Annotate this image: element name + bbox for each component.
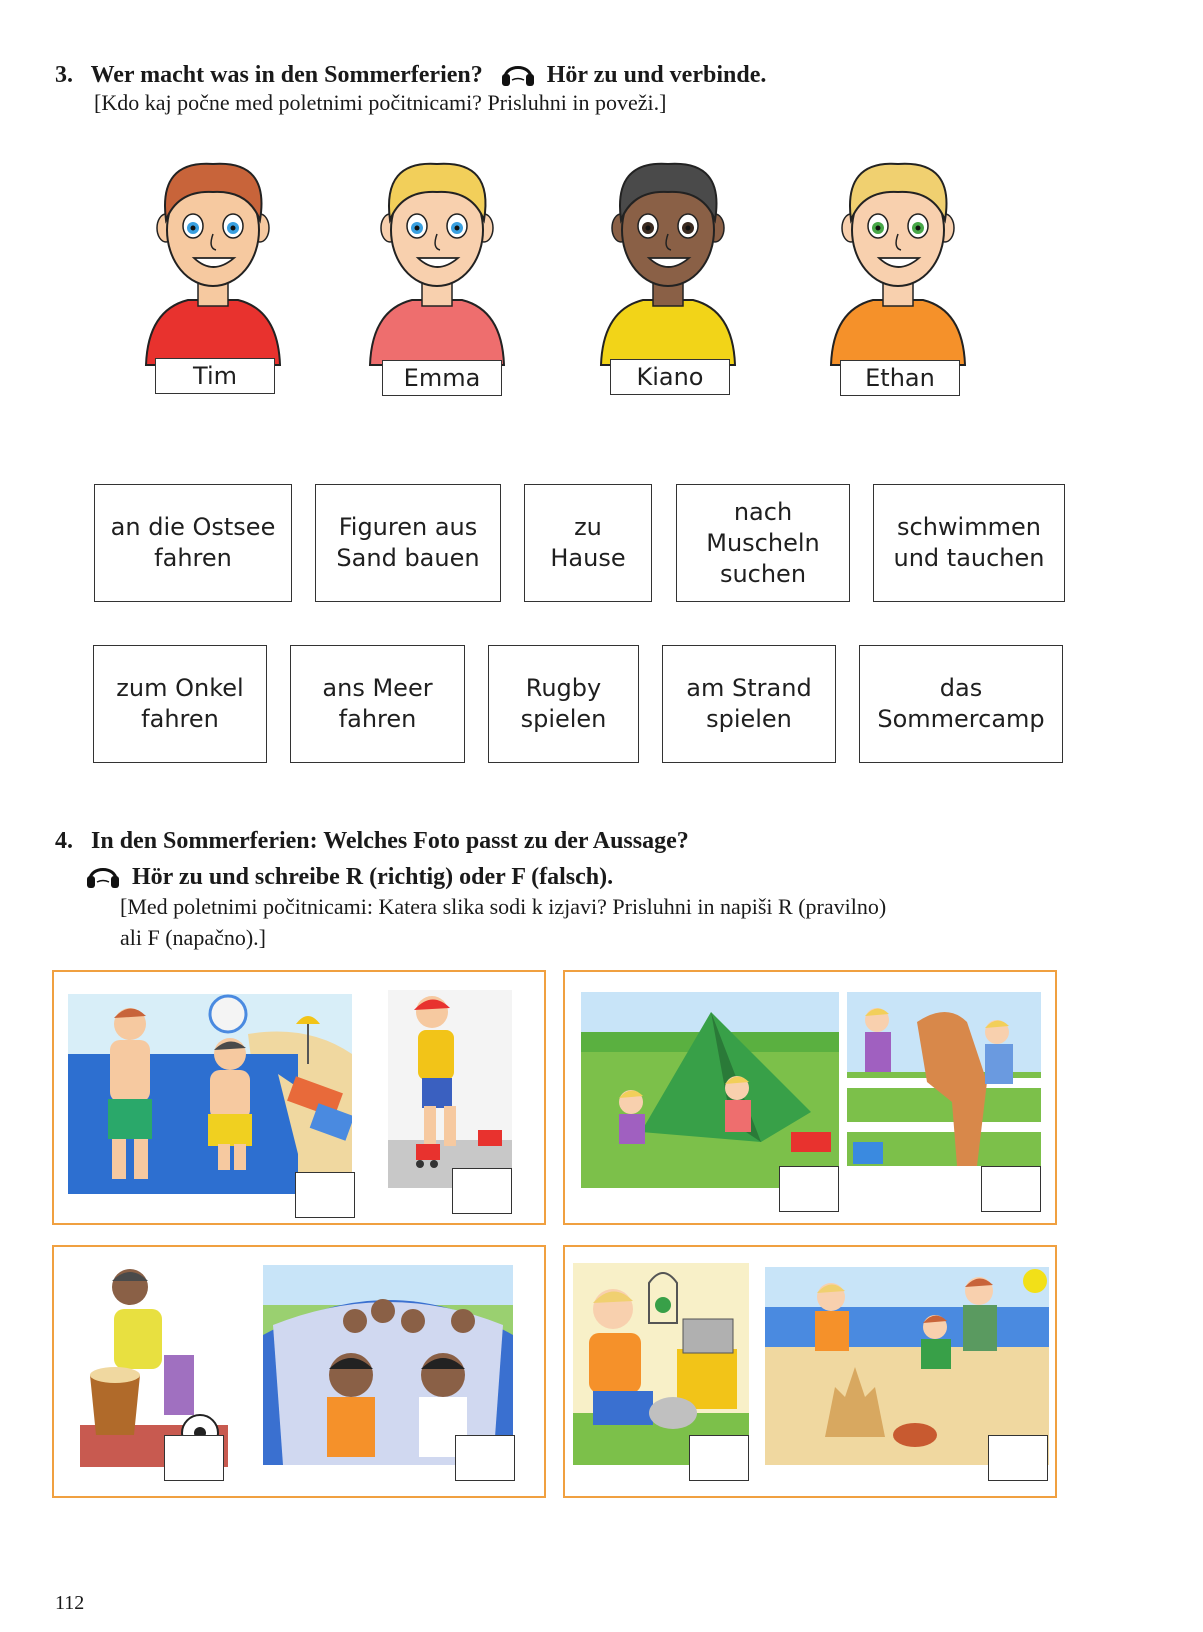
photo-card-2 [563, 970, 1057, 1225]
name-label-emma: Emma [382, 360, 502, 396]
pupil [415, 226, 420, 231]
portrait-kiano [593, 150, 743, 370]
phrase-box[interactable]: das Sommercamp [859, 645, 1063, 763]
task4-translation-line1: [Med poletnimi počitnicami: Katera slika sodi k izjavi? Prisluhni in napiši R (pravilno) [120, 894, 887, 919]
task4-translation-line2: ali F (napačno).] [120, 925, 266, 950]
task3-heading [55, 58, 766, 89]
name-label-ethan: Ethan [840, 360, 960, 396]
task4-heading [55, 828, 689, 855]
answer-box[interactable] [452, 1168, 512, 1214]
answer-box[interactable] [455, 1435, 515, 1481]
headphones-icon [86, 860, 120, 890]
pupil [191, 226, 196, 231]
task4-number: 4. [55, 828, 73, 854]
answer-box[interactable] [295, 1172, 355, 1218]
portrait-ethan [823, 150, 973, 370]
answer-box[interactable] [164, 1435, 224, 1481]
shirt [370, 300, 504, 365]
phrase-box[interactable]: Figuren aus Sand bauen [315, 484, 501, 602]
task4-title: In den Sommerferien: Welches Foto passt zu der Aussage? [91, 828, 689, 854]
photo-card-1 [52, 970, 546, 1225]
task3-title: Wer macht was in den Sommerferien? [90, 62, 483, 88]
phrase-box[interactable]: Rugby spielen [488, 645, 639, 763]
task3-number: 3. [55, 62, 73, 88]
portrait-tim [138, 150, 288, 370]
answer-box[interactable] [689, 1435, 749, 1481]
task3-instruction: Hör zu und verbinde. [546, 62, 767, 88]
pupil [916, 226, 921, 231]
pupil [686, 226, 691, 231]
photo-card-3 [52, 1245, 546, 1498]
scene-inline-skating [388, 990, 512, 1188]
pupil [455, 226, 460, 231]
phrase-box[interactable]: nach Muscheln suchen [676, 484, 850, 602]
phrase-box[interactable]: schwimmen und tauchen [873, 484, 1065, 602]
phrase-box[interactable]: zum Onkel fahren [93, 645, 267, 763]
task4-instruction-line [86, 860, 613, 891]
name-label-kiano: Kiano [610, 359, 730, 395]
scene-tent-camp [581, 992, 839, 1188]
task4-instruction: Hör zu und schreibe R (richtig) oder F (falsch). [132, 864, 614, 890]
answer-box[interactable] [779, 1166, 839, 1212]
phrase-box[interactable]: an die Ostsee fahren [94, 484, 292, 602]
phrase-box[interactable]: ans Meer fahren [290, 645, 465, 763]
task3-translation: [Kdo kaj počne med poletnimi počitnicami? Prisluhni in poveži.] [94, 90, 667, 115]
phrase-box[interactable]: zu Hause [524, 484, 652, 602]
pupil [876, 226, 881, 231]
portrait-emma [362, 150, 512, 370]
pupil [231, 226, 236, 231]
answer-box[interactable] [981, 1166, 1041, 1212]
pupil [646, 226, 651, 231]
shirt [831, 300, 965, 365]
phrase-box[interactable]: am Strand spielen [662, 645, 836, 763]
shirt [601, 300, 735, 365]
scene-horse-farm [847, 992, 1041, 1166]
page-number: 112 [55, 1592, 85, 1614]
name-label-tim: Tim [155, 358, 275, 394]
scene-swimming [68, 994, 352, 1194]
headphones-icon [501, 58, 535, 88]
shirt [146, 300, 280, 365]
photo-card-4 [563, 1245, 1057, 1498]
answer-box[interactable] [988, 1435, 1048, 1481]
